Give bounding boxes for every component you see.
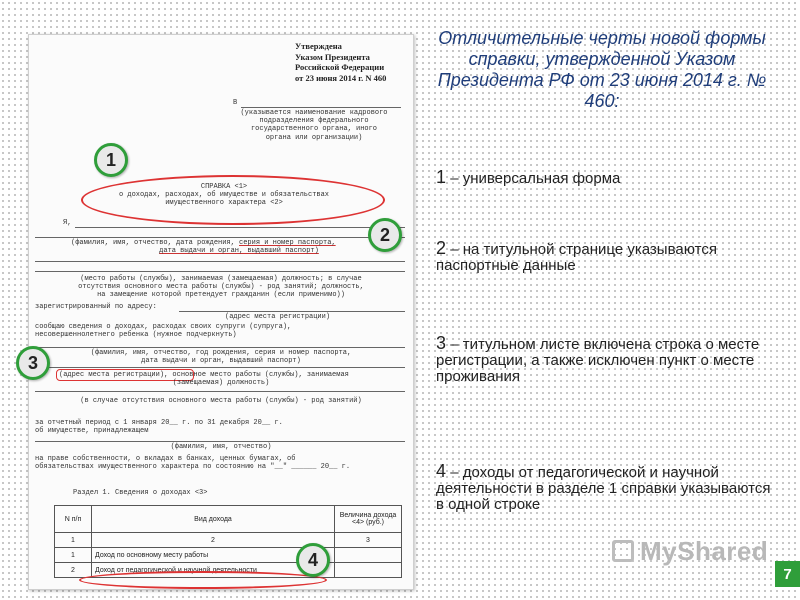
- rule: [241, 107, 401, 108]
- rule: [35, 367, 405, 368]
- table-cell: 1: [55, 548, 92, 563]
- table-row: [55, 548, 402, 563]
- fio-note-2: [89, 247, 389, 255]
- rule: [75, 227, 405, 228]
- table-cell: [335, 548, 402, 563]
- table-cell: Доход по основному месту работы: [92, 548, 335, 563]
- rule: [35, 271, 405, 272]
- work-note: [35, 275, 407, 300]
- table-row: [55, 533, 402, 548]
- feature-item-4: [436, 463, 776, 513]
- work-note-line: на замещение которой претендует гражданин (если применимо)): [97, 291, 345, 300]
- spravka-line: СПРАВКА <1>: [200, 183, 248, 191]
- badge-1: 1: [94, 143, 128, 177]
- addr-prefix: В: [233, 99, 238, 107]
- work-note-line: (место работы (службы), занимаемая (замещаемая) должность; в случае: [80, 275, 362, 283]
- item-text: – универсальная форма: [450, 170, 621, 187]
- spouse-line: несовершеннолетнего ребенка (нужное подчеркнуть): [35, 331, 237, 340]
- item-number: 3: [436, 333, 447, 353]
- table-cell: Доход от педагогической и научной деятельности: [92, 563, 335, 578]
- fio2-note: [35, 349, 407, 365]
- document-scan: [28, 34, 414, 590]
- section-heading: Раздел 1. Сведения о доходах <3>: [73, 489, 208, 497]
- work-note-line: отсутствия основного места работы (службы) - род занятий; должность,: [78, 283, 364, 292]
- addr-note-line: подразделения федерального: [259, 117, 369, 126]
- addr2-note-part: (адрес места регистрации),: [59, 371, 169, 379]
- spouse-text: [35, 323, 291, 339]
- page-number: 7: [775, 561, 800, 587]
- fio2-note-line: (фамилия, имя, отчество, год рождения, серия и номер паспорта,: [90, 349, 352, 357]
- table-cell: 2: [55, 563, 92, 578]
- fio3-note: (фамилия, имя, отчество): [170, 443, 272, 451]
- ya-label: Я,: [63, 219, 72, 227]
- item-number: 2: [436, 238, 447, 258]
- rule: [35, 391, 405, 392]
- table-header: N п/п: [55, 506, 92, 533]
- pedagogical-income-ellipse: [79, 571, 327, 589]
- fio-note-part: (фамилия, имя, отчество, дата рождения,: [71, 239, 235, 247]
- table-cell: 2: [92, 533, 335, 548]
- reg-note: (адрес места регистрации): [225, 313, 331, 321]
- item-text: – титульном листе включена строка о месте регистрации, а также исключен пункт о месте проживания: [436, 336, 760, 385]
- table-header: Величина дохода <4> (руб.): [335, 506, 402, 533]
- rights-line: на праве собственности, о вкладах в банках, ценных бумагах, об: [35, 455, 296, 463]
- period-text: [35, 419, 283, 435]
- badge-3: 3: [16, 346, 50, 380]
- period-line: об имуществе, принадлежащем: [35, 427, 149, 436]
- table-cell: 1: [55, 533, 92, 548]
- passport-highlight: серия и номер паспорта,: [239, 239, 336, 247]
- approved-line: Указом Президента: [295, 51, 370, 62]
- rule: [35, 261, 405, 262]
- period-line: за отчетный период с 1 января 20__ г. по 31 декабря 20__ г.: [35, 419, 283, 427]
- approval-stamp: [295, 41, 405, 83]
- addr-note-line: органа или организации): [265, 133, 363, 142]
- table-cell: 3: [335, 533, 402, 548]
- table-header: Вид дохода: [92, 506, 335, 533]
- table-cell: [335, 563, 402, 578]
- item-text: – доходы от педагогической и научной деятельности в разделе 1 справки указываются в одной строке: [436, 464, 771, 513]
- addr-note-line: (указывается наименование кадрового: [240, 109, 388, 117]
- slide-title: Отличительные черты новой формы справки, утвержденной Указом Президента РФ от 23 июня 2014 г. № 460:: [437, 28, 767, 111]
- fio2-note-line: дата выдачи и орган, выдавший паспорт): [141, 357, 301, 366]
- addr-note-line: государственного органа, иного: [250, 125, 378, 134]
- addr2-note-part: основное место работы (службы), занимаемая: [168, 371, 349, 379]
- feature-item-2: [436, 240, 776, 274]
- rights-text: [35, 455, 350, 471]
- income-table: [54, 505, 402, 578]
- approved-line: от 23 июня 2014 г. N 460: [295, 72, 387, 83]
- nowork-note: (в случае отсутствия основного места работы (службы) - род занятий): [80, 397, 362, 405]
- rights-line: обязательствах имущественного характера по состоянию на "__" ______ 20__ г.: [35, 463, 351, 472]
- rule: [35, 441, 405, 442]
- item-text: – на титульной странице указываются паспортные данные: [436, 241, 717, 274]
- rule: [179, 311, 405, 312]
- logo-watermark: MyShared: [640, 536, 769, 566]
- feature-item-3: [436, 335, 766, 385]
- fio-note: [71, 239, 336, 247]
- rule: [35, 347, 405, 348]
- passport-highlight: дата выдачи и орган, выдавший паспорт): [159, 247, 319, 255]
- rule: [35, 237, 405, 238]
- registered-label: зарегистрированный по адресу:: [35, 303, 157, 311]
- item-number: 4: [436, 461, 447, 481]
- badge-2: 2: [368, 218, 402, 252]
- logo-icon: [612, 540, 634, 562]
- approved-line: Российской Федерации: [295, 62, 385, 72]
- approved-line: Утверждена: [295, 41, 342, 51]
- addr-note: [219, 109, 409, 142]
- universal-form-ellipse: [81, 175, 385, 225]
- spravka-line: о доходах, расходах, об имуществе и обязательствах: [118, 191, 330, 200]
- table-header-row: [55, 506, 402, 533]
- badge-4: 4: [296, 543, 330, 577]
- spouse-line: сообщаю сведения о доходах, расходах своих супруги (супруга),: [35, 323, 292, 331]
- item-number: 1: [436, 167, 447, 187]
- spravka-line: имущественного характера <2>: [165, 199, 283, 208]
- addr2-note-3: (замещаемая) должность): [172, 379, 270, 387]
- feature-item-1: [436, 169, 786, 187]
